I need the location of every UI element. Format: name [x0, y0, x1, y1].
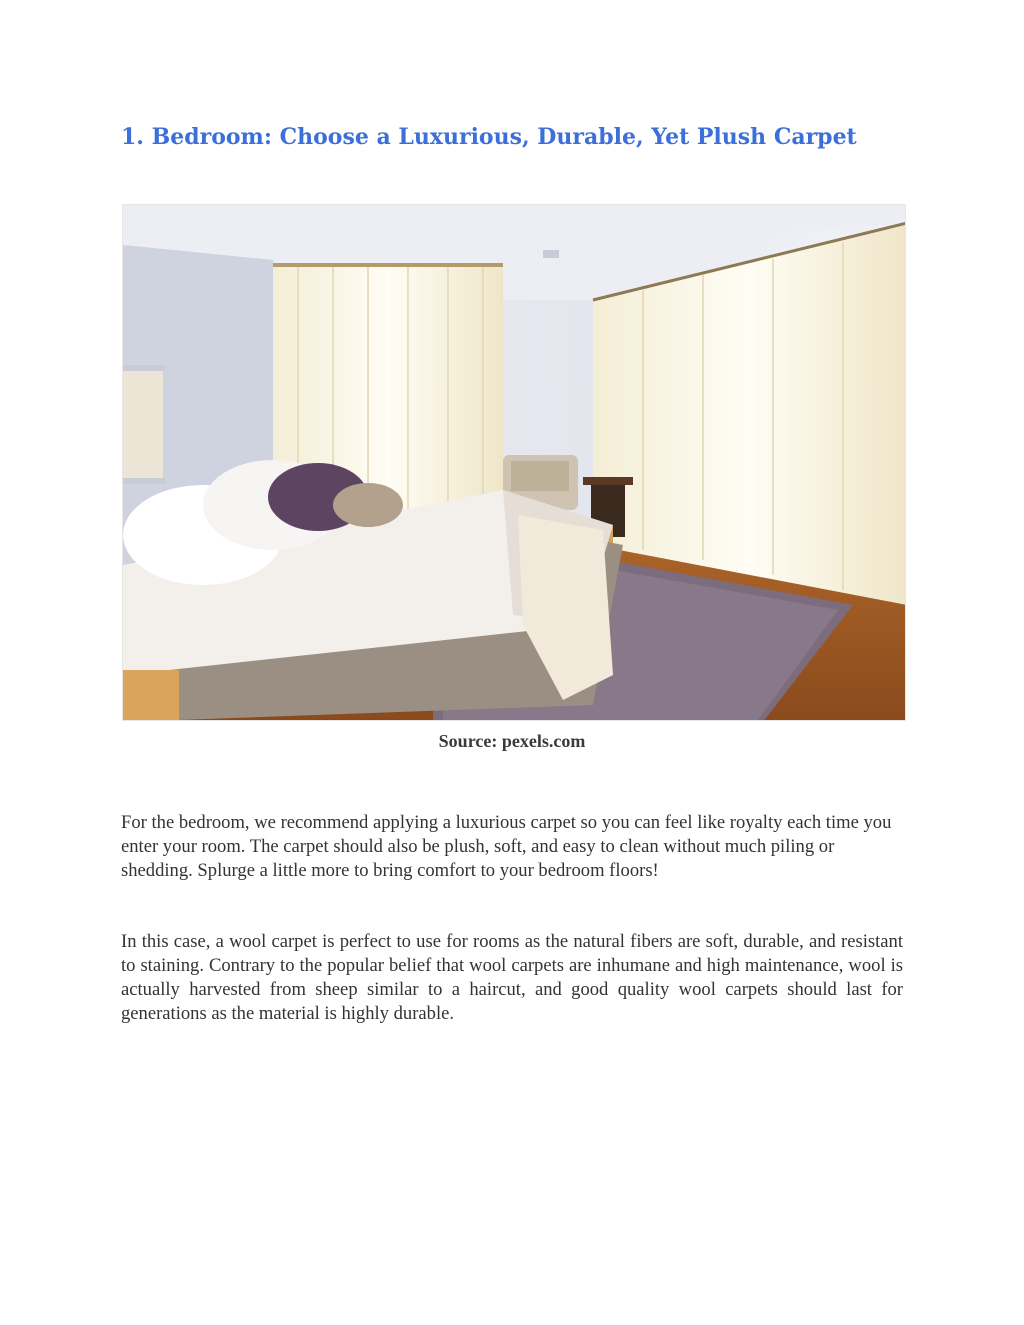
section-heading: 1. Bedroom: Choose a Luxurious, Durable, Yet Plush Carpet [121, 124, 857, 150]
paragraph-1: For the bedroom, we recommend applying a luxurious carpet so you can feel like royalty each time you enter your room. The carpet should also be plush, soft, and easy to clean without much piling or shedding. Splurge a little more to bring comfort to your bedroom floors! [121, 812, 892, 881]
bedroom-photo [122, 204, 906, 721]
bedroom-illustration [123, 205, 906, 721]
paragraph-2: In this case, a wool carpet is perfect to use for rooms as the natural fibers are soft, durable, and resistant to staining. Contrary to the popular belief that wool carpets are inhumane and high maintenance, wool is actually harvested from sheep similar to a haircut, and good quality wool carpets should last for generations as the material is highly durable. [121, 931, 903, 1024]
image-caption: Source: pexels.com [438, 731, 586, 751]
